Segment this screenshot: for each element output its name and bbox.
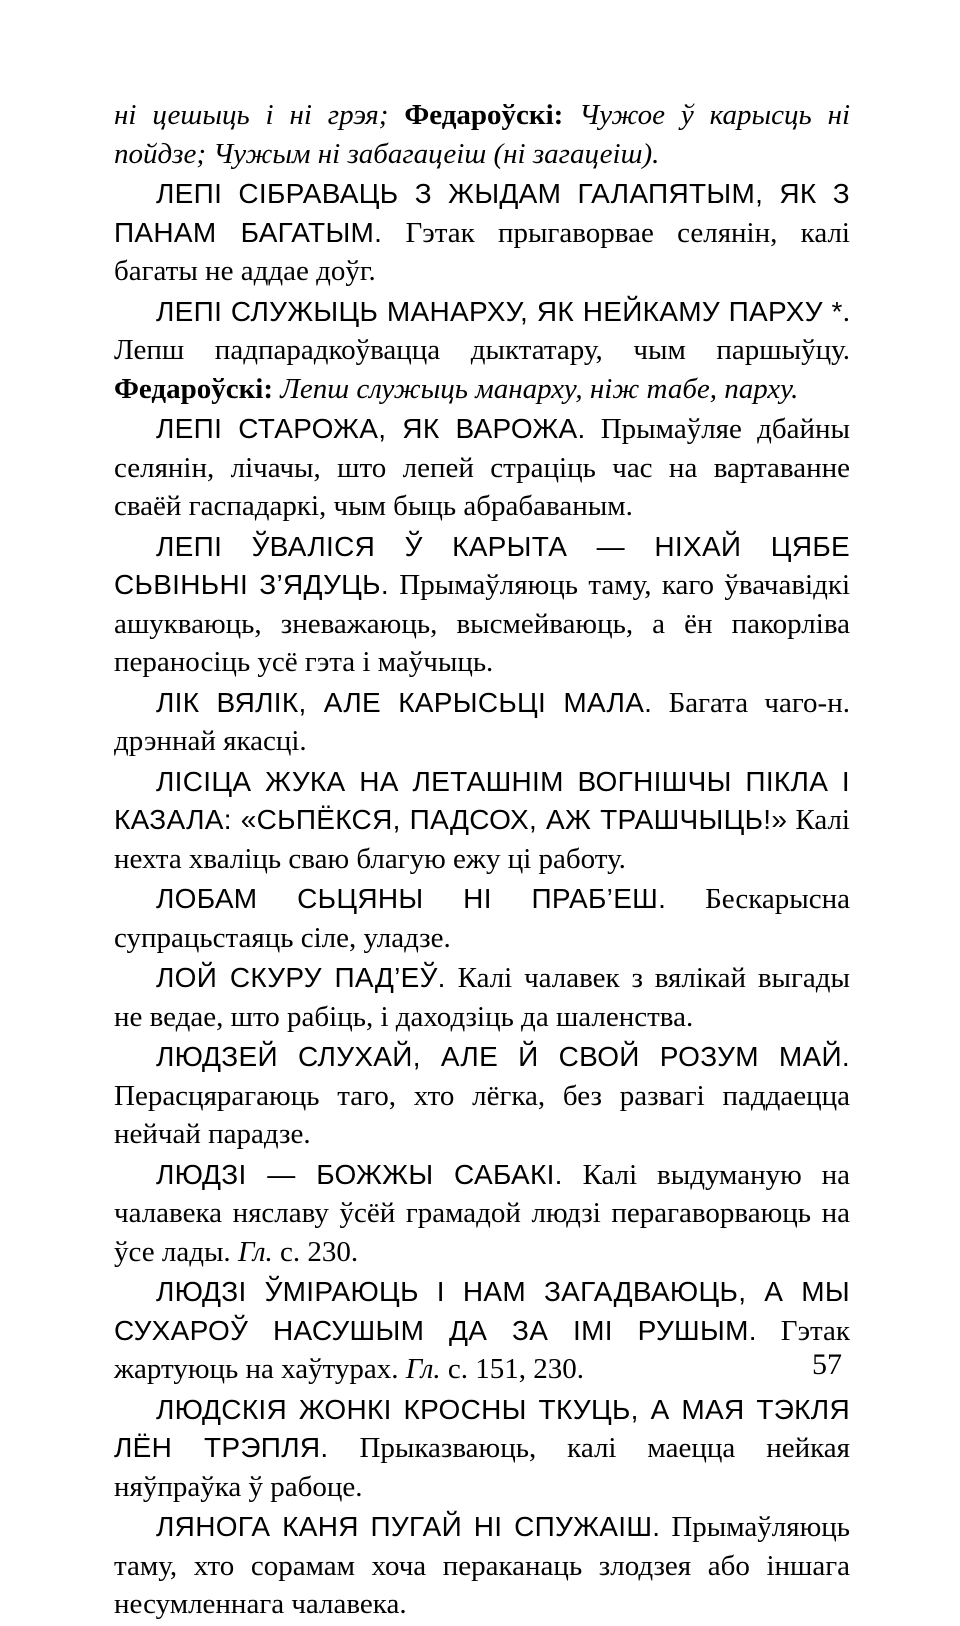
dictionary-entry [114, 763, 850, 879]
dictionary-entry [114, 175, 850, 291]
dictionary-entry [114, 1391, 850, 1507]
entry-headword: ЛОБАМ СЬЦЯНЫ НІ ПРАБ’ЕШ. [156, 883, 667, 914]
dictionary-entry [114, 410, 850, 526]
entry-headword: ЛЕПІ СІБРАВАЦЬ З ЖЫДАМ ГАЛАПЯТЫМ, ЯК З ПАНАМ БАГАТЫМ. [114, 178, 850, 248]
dictionary-entry [114, 880, 850, 957]
entry-explanation: Прымаўляе дбайны селянін, лічачы, што лепей страціць час на вартаванне сваёй гаспадаркі, чым быць абрабаваным. [114, 413, 850, 522]
italic-text: Гл. [237, 1235, 273, 1268]
entry-explanation: с. 230. [272, 1235, 359, 1268]
dictionary-entry [114, 1508, 850, 1624]
entry-headword: ЛЕПІ ЎВАЛІСЯ Ў КАРЫТА — НІХАЙ ЦЯБЕ СЬВІНЬНІ З’ЯДУЦЬ. [114, 530, 850, 600]
entry-headword: ЛЮДЗЕЙ СЛУХАЙ, АЛЕ Й СВОЙ РОЗУМ МАЙ. [156, 1041, 850, 1072]
entry-explanation: Перасцярагаюць таго, хто лёгка, без развагі паддаецца нейчай парадзе. [114, 1079, 850, 1150]
entry-explanation: Калі выдуманую на чалавека няславу ўсёй грамадой людзі перагаворваюць на ўсе лады. [114, 1158, 850, 1268]
italic-text: Чужое ў карысць ні пойдзе; Чужым ні забагацеіш (ні загацеіш). [114, 99, 851, 170]
entry-explanation: с. 151, 230. [440, 1353, 585, 1385]
entry-explanation: . Лепш падпарадкоўвацца дыктатару, чым паршыўцу. [114, 295, 850, 366]
entry-headword: ЛІСІЦА ЖУКА НА ЛЕТАШНІМ ВОГНІШЧЫ ПІКЛА І КАЗАЛА: «СЬПЁКСЯ, ПАДСОХ, АЖ ТРАШЧЫЦЬ!» [114, 765, 850, 835]
italic-text: Гл. [405, 1353, 441, 1385]
entry-explanation: Гэтак прыгаворвае селянін, калі багаты не аддае доўг. [114, 216, 850, 287]
entry-explanation: Гэтак жартуюць на хаўтурах. [114, 1314, 851, 1385]
dictionary-entry [114, 528, 850, 682]
source-label: Федароўскі: [404, 99, 580, 131]
entry-explanation: Калі нехта хваліць сваю благую ежу ці работу. [114, 804, 850, 875]
entry-explanation: Калі чалавек з вялікай выгады не ведае, што рабіць, і даходзіць да шаленства. [114, 962, 850, 1033]
entry-explanation: Бескарысна супрацьстаяць сіле, уладзе. [114, 883, 850, 954]
page-body [114, 96, 850, 1626]
dictionary-entry [114, 1156, 850, 1272]
entry-headword: ЛЕПІ СЛУЖЫЦЬ МАНАРХУ, ЯК НЕЙКАМУ ПАРХУ * [156, 295, 843, 327]
entry-continuation [114, 96, 850, 173]
entry-headword: ЛЮДЗІ — БОЖЖЫ САБАКІ. [156, 1158, 563, 1190]
dictionary-entry [114, 1038, 850, 1154]
entry-headword: ЛЮДСКІЯ ЖОНКІ КРОСНЫ ТКУЦЬ, А МАЯ ТЭКЛЯ ЛЁН ТРЭПЛЯ. [114, 1393, 850, 1463]
entry-headword: ЛІК ВЯЛІК, АЛЕ КАРЫСЬЦІ МАЛА. [156, 686, 653, 718]
entry-explanation: Багата чаго-н. дрэннай якасці. [114, 686, 850, 757]
entry-headword: ЛОЙ СКУРУ ПАД’ЕЎ. [156, 962, 446, 993]
entry-headword: ЛЯНОГА КАНЯ ПУГАЙ НІ СПУЖАІШ. [156, 1511, 661, 1542]
entry-headword: ЛЕПІ СТАРОЖА, ЯК ВАРОЖА. [156, 413, 586, 444]
entry-explanation: Прыказваюць, калі маецца нейкая няўпраўка ў рабоце. [114, 1432, 850, 1503]
source-label: Федароўскі: [114, 372, 281, 405]
entry-explanation: Прымаўляюць таму, каго ўвачавідкі ашукваюць, зневажаюць, высмейваюць, а ён пакорліва пераносіць усё гэта і маўчыць. [114, 569, 851, 678]
dictionary-entry [114, 959, 850, 1036]
entry-explanation: Прымаўляюць таму, хто сорамам хоча пераканаць злодзея або іншага несумленнага чалавека. [114, 1511, 850, 1620]
dictionary-entry [114, 684, 850, 761]
italic-text: ні цешыць і ні грэя; [114, 99, 405, 131]
dictionary-entry [114, 293, 850, 409]
entry-headword: ЛЮДЗІ ЎМІРАЮЦЬ І НАМ ЗАГАДВАЮЦЬ, А МЫ СУХАРОЎ НАСУШЫМ ДА ЗА ІМІ РУШЫМ. [114, 1276, 850, 1346]
page-number: 57 [812, 1348, 842, 1381]
italic-text: Лепш служыць манарху, ніж табе, парху. [280, 372, 799, 405]
dictionary-entry [114, 1273, 850, 1389]
